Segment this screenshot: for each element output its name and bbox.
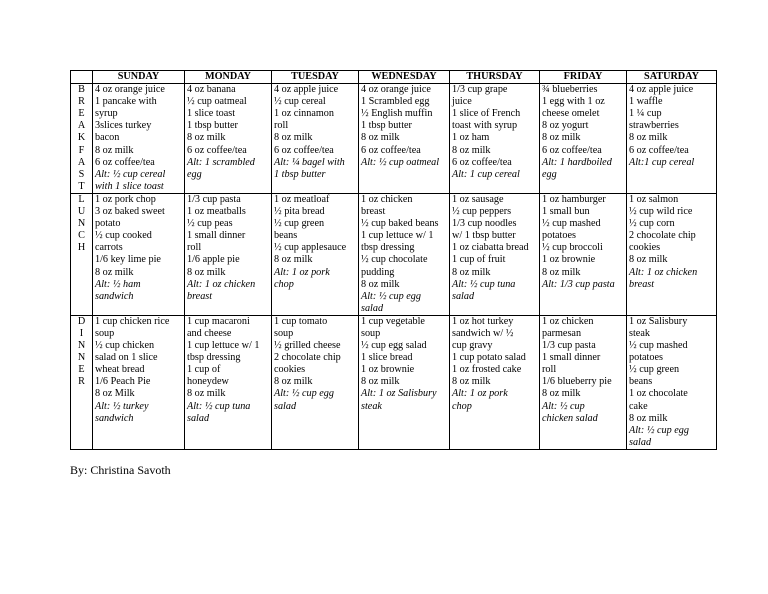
- breakfast-label-letter: K: [77, 132, 86, 144]
- menu-item: 8 oz milk: [187, 132, 226, 144]
- breakfast-wednesday-cell: [359, 84, 450, 194]
- menu-item: 1 oz meatballs: [187, 206, 246, 218]
- corner-cell: [71, 71, 93, 84]
- breakfast-friday-cell: [540, 84, 627, 194]
- alternative-item: salad: [187, 412, 210, 424]
- menu-item: 1 oz cinnamon: [274, 108, 334, 120]
- menu-item: 1 oz sausage: [452, 193, 504, 205]
- alternative-item: breast: [629, 278, 655, 290]
- menu-item: 1 cup potato salad: [452, 352, 526, 364]
- menu-item: ½ grilled cheese: [274, 340, 341, 352]
- menu-item: ½ cup oatmeal: [187, 96, 247, 108]
- lunch-label: [71, 193, 93, 315]
- day-header-saturday: SATURDAY: [627, 71, 717, 84]
- menu-item: 1 pancake with: [95, 96, 157, 108]
- menu-item: 1/6 apple pie: [187, 254, 240, 266]
- alternative-item: Alt: ½ cup egg: [274, 388, 334, 400]
- menu-item: breast: [361, 206, 386, 218]
- alternative-item: egg: [187, 168, 202, 180]
- menu-item: 1 slice bread: [361, 352, 413, 364]
- day-header-sunday: SUNDAY: [93, 71, 185, 84]
- menu-item: tbsp dressing: [361, 242, 415, 254]
- menu-item: salad on 1 slice: [95, 352, 158, 364]
- menu-item: 6 oz coffee/tea: [95, 156, 155, 168]
- menu-item: w/ 1 tbsp butter: [452, 230, 516, 242]
- menu-item: ½ cup broccoli: [542, 242, 603, 254]
- dinner-wednesday-cell: [359, 315, 450, 449]
- menu-item: juice: [452, 96, 472, 108]
- alternative-item: salad: [361, 302, 384, 314]
- menu-item: ½ cup green: [274, 218, 325, 230]
- menu-item: wheat bread: [95, 364, 145, 376]
- menu-item: 8 oz milk: [95, 266, 134, 278]
- menu-item: 1 small bun: [542, 206, 590, 218]
- alternative-item: Alt: ½ cup: [542, 400, 585, 412]
- menu-item: ½ cup egg salad: [361, 340, 427, 352]
- lunch-tuesday-cell: [272, 193, 359, 315]
- menu-item: 8 oz milk: [95, 144, 134, 156]
- alternative-item: Alt: ¼ bagel with: [274, 156, 345, 168]
- day-header-friday: FRIDAY: [540, 71, 627, 84]
- alternative-item: Alt: 1 scrambled: [187, 156, 255, 168]
- alternative-item: sandwich: [95, 290, 134, 302]
- dinner-label-letter: D: [77, 315, 86, 327]
- menu-item: 1 oz brownie: [542, 254, 596, 266]
- breakfast-saturday-cell: [627, 84, 717, 194]
- menu-item: 6 oz coffee/tea: [452, 156, 512, 168]
- menu-item: 4 oz orange juice: [95, 84, 165, 96]
- dinner-label-letter: N: [77, 340, 86, 352]
- menu-item: 8 oz milk: [274, 376, 313, 388]
- menu-item: 8 oz milk: [361, 278, 400, 290]
- menu-item: 4 oz apple juice: [629, 84, 694, 96]
- menu-item: 1 oz ham: [452, 132, 490, 144]
- dinner-label-letter: E: [78, 364, 85, 376]
- menu-item: 1 egg with 1 oz: [542, 96, 605, 108]
- menu-item: cookies: [274, 364, 306, 376]
- menu-item: 1 oz chicken: [542, 315, 594, 327]
- menu-item: 8 oz milk: [629, 132, 668, 144]
- menu-item: 1 cup vegetable: [361, 315, 425, 327]
- menu-item: 3slices turkey: [95, 120, 152, 132]
- breakfast-tuesday-cell: [272, 84, 359, 194]
- menu-item: 1 oz ciabatta bread: [452, 242, 529, 254]
- menu-item: ½ cup cereal: [274, 96, 326, 108]
- weekly-meal-table: [70, 70, 717, 450]
- menu-item: roll: [274, 120, 289, 132]
- menu-item: 1 waffle: [629, 96, 663, 108]
- menu-item: 1/3 cup noodles: [452, 218, 517, 230]
- menu-item: ½ cup applesauce: [274, 242, 347, 254]
- day-header-monday: MONDAY: [185, 71, 272, 84]
- alternative-item: Alt: 1 hardboiled: [542, 156, 612, 168]
- menu-item: ½ cup cooked: [95, 230, 152, 242]
- breakfast-label-letter: T: [78, 180, 85, 192]
- menu-item: 1 cup of: [187, 364, 221, 376]
- menu-item: ½ cup mashed: [629, 340, 688, 352]
- dinner-label-letter: R: [78, 376, 85, 388]
- menu-item: 8 oz milk: [274, 132, 313, 144]
- menu-item: 1 oz chocolate: [629, 388, 688, 400]
- menu-item: potatoes: [542, 230, 576, 242]
- alternative-item: Alt: ½ ham: [95, 278, 141, 290]
- menu-item: roll: [187, 242, 202, 254]
- menu-item: 2 chocolate chip: [629, 230, 696, 242]
- menu-item: 1 oz chicken: [361, 193, 413, 205]
- alternative-item: Alt: ½ cup cereal: [95, 168, 166, 180]
- menu-item: tbsp dressing: [187, 352, 241, 364]
- menu-item: 1 ¼ cup: [629, 108, 662, 120]
- menu-item: 1 oz pork chop: [95, 193, 156, 205]
- alternative-item: chop: [274, 278, 294, 290]
- menu-item: 8 oz milk: [187, 266, 226, 278]
- alternative-item: Alt: ½ cup egg: [361, 290, 421, 302]
- menu-item: 8 oz Milk: [95, 388, 135, 400]
- menu-item: 8 oz milk: [542, 388, 581, 400]
- dinner-monday-cell: [185, 315, 272, 449]
- lunch-thursday-cell: [450, 193, 540, 315]
- alternative-item: sandwich: [95, 412, 134, 424]
- menu-item: 1 cup macaroni: [187, 315, 250, 327]
- menu-item: ½ cup green: [629, 364, 680, 376]
- menu-item: 1 oz salmon: [629, 193, 679, 205]
- breakfast-label-letter: B: [78, 84, 85, 96]
- lunch-label-letter: H: [77, 242, 86, 254]
- menu-item: 8 oz milk: [629, 412, 668, 424]
- menu-item: 1/3 cup grape: [452, 84, 508, 96]
- menu-item: 1 cup chicken rice: [95, 315, 170, 327]
- menu-item: parmesan: [542, 327, 582, 339]
- menu-item: 8 oz milk: [452, 266, 491, 278]
- menu-item: strawberries: [629, 120, 679, 132]
- alternative-item: Alt: 1 oz Salisbury: [361, 388, 437, 400]
- menu-item: pudding: [361, 266, 395, 278]
- dinner-thursday-cell: [450, 315, 540, 449]
- alternative-item: Alt: ½ cup oatmeal: [361, 156, 440, 168]
- menu-item: soup: [274, 327, 294, 339]
- menu-item: 1/6 key lime pie: [95, 254, 161, 266]
- menu-item: 3 oz baked sweet: [95, 206, 165, 218]
- menu-item: ¾ blueberries: [542, 84, 598, 96]
- menu-item: ½ pita bread: [274, 206, 325, 218]
- dinner-label-letter: N: [77, 352, 86, 364]
- alternative-item: salad: [274, 400, 297, 412]
- menu-item: soup: [361, 327, 381, 339]
- menu-item: 1/3 cup pasta: [542, 340, 596, 352]
- lunch-wednesday-cell: [359, 193, 450, 315]
- breakfast-label-letter: F: [78, 144, 85, 156]
- menu-item: syrup: [95, 108, 118, 120]
- breakfast-label-letter: A: [77, 120, 86, 132]
- menu-item: 1/3 cup pasta: [187, 193, 241, 205]
- breakfast-thursday-cell: [450, 84, 540, 194]
- menu-item: honeydew: [187, 376, 229, 388]
- alternative-item: Alt: ½ turkey: [95, 400, 149, 412]
- menu-item: ½ English muffin: [361, 108, 433, 120]
- alternative-item: Alt: ½ cup tuna: [187, 400, 251, 412]
- menu-item: steak: [629, 327, 650, 339]
- menu-item: ½ cup baked beans: [361, 218, 439, 230]
- menu-item: 6 oz coffee/tea: [629, 144, 689, 156]
- breakfast-row: [71, 84, 717, 194]
- dinner-label: [71, 315, 93, 449]
- breakfast-sunday-cell: [93, 84, 185, 194]
- day-header-row: [71, 71, 717, 84]
- breakfast-monday-cell: [185, 84, 272, 194]
- menu-item: sandwich w/ ½: [452, 327, 514, 339]
- menu-item: 1 oz meatloaf: [274, 193, 330, 205]
- lunch-label-letter: N: [77, 218, 86, 230]
- lunch-label-letter: L: [78, 193, 85, 205]
- menu-item: 6 oz coffee/tea: [274, 144, 334, 156]
- menu-item: cheese omelet: [542, 108, 600, 120]
- alternative-item: Alt: 1 oz chicken: [187, 278, 256, 290]
- menu-item: ½ cup chocolate: [361, 254, 428, 266]
- menu-item: 1 oz frosted cake: [452, 364, 522, 376]
- menu-item: roll: [542, 364, 557, 376]
- menu-item: cake: [629, 400, 648, 412]
- menu-item: cup gravy: [452, 340, 493, 352]
- menu-item: 1 tbsp butter: [187, 120, 238, 132]
- menu-item: 4 oz banana: [187, 84, 236, 96]
- dinner-tuesday-cell: [272, 315, 359, 449]
- menu-item: 1 cup lettuce w/ 1: [361, 230, 434, 242]
- menu-item: soup: [95, 327, 115, 339]
- breakfast-label-letter: A: [77, 156, 86, 168]
- menu-item: 1/6 blueberry pie: [542, 376, 612, 388]
- menu-item: 1 cup of fruit: [452, 254, 506, 266]
- alternative-item: Alt: 1 oz pork: [274, 266, 330, 278]
- menu-item: 1 Scrambled egg: [361, 96, 430, 108]
- menu-item: 8 oz milk: [452, 376, 491, 388]
- menu-item: 6 oz coffee/tea: [187, 144, 247, 156]
- menu-item: 8 oz milk: [542, 132, 581, 144]
- alternative-item: salad: [629, 436, 652, 448]
- dinner-sunday-cell: [93, 315, 185, 449]
- menu-item: ½ cup wild rice: [629, 206, 693, 218]
- menu-item: 4 oz apple juice: [274, 84, 339, 96]
- menu-item: 4 oz orange juice: [361, 84, 431, 96]
- menu-item: 8 oz milk: [361, 376, 400, 388]
- menu-item: carrots: [95, 242, 123, 254]
- menu-item: potato: [95, 218, 121, 230]
- alternative-item: salad: [452, 290, 475, 302]
- dinner-saturday-cell: [627, 315, 717, 449]
- menu-item: potatoes: [629, 352, 663, 364]
- alternative-item: egg: [542, 168, 557, 180]
- lunch-label-letter: U: [77, 206, 86, 218]
- menu-item: 8 oz milk: [361, 132, 400, 144]
- alternative-item: steak: [361, 400, 382, 412]
- menu-item: 1 tbsp butter: [361, 120, 412, 132]
- alternative-item: chicken salad: [542, 412, 598, 424]
- menu-item: 8 oz milk: [274, 254, 313, 266]
- menu-item: 8 oz milk: [629, 254, 668, 266]
- menu-item: 8 oz milk: [452, 144, 491, 156]
- menu-item: 1/6 Peach Pie: [95, 376, 151, 388]
- menu-item: beans: [274, 230, 298, 242]
- alternative-item: breast: [187, 290, 213, 302]
- alternative-item: Alt: 1 oz pork: [452, 388, 508, 400]
- alternative-item: Alt: ½ cup tuna: [452, 278, 516, 290]
- alternative-item: 1 tbsp butter: [274, 168, 326, 180]
- alternative-item: Alt:1 cup cereal: [629, 156, 695, 168]
- breakfast-label-letter: E: [78, 108, 85, 120]
- menu-item: ½ cup mashed: [542, 218, 601, 230]
- menu-item: 1 oz hamburger: [542, 193, 606, 205]
- menu-item: and cheese: [187, 327, 232, 339]
- day-header-thursday: THURSDAY: [450, 71, 540, 84]
- menu-item: ½ cup corn: [629, 218, 675, 230]
- lunch-sunday-cell: [93, 193, 185, 315]
- menu-item: toast with syrup: [452, 120, 518, 132]
- menu-item: cookies: [629, 242, 661, 254]
- lunch-friday-cell: [540, 193, 627, 315]
- menu-item: ½ cup chicken: [95, 340, 155, 352]
- lunch-saturday-cell: [627, 193, 717, 315]
- menu-item: beans: [629, 376, 653, 388]
- menu-item: 1 oz brownie: [361, 364, 415, 376]
- breakfast-label-letter: R: [78, 96, 85, 108]
- menu-item: 1 slice of French: [452, 108, 521, 120]
- lunch-row: [71, 193, 717, 315]
- menu-item: 8 oz milk: [542, 266, 581, 278]
- menu-item: 1 small dinner: [542, 352, 601, 364]
- breakfast-label: [71, 84, 93, 194]
- menu-item: 8 oz yogurt: [542, 120, 589, 132]
- lunch-label-letter: C: [78, 230, 85, 242]
- breakfast-label-letter: S: [78, 168, 85, 180]
- day-header-tuesday: TUESDAY: [272, 71, 359, 84]
- alternative-item: Alt: 1 cup cereal: [452, 168, 520, 180]
- lunch-monday-cell: [185, 193, 272, 315]
- menu-item: ½ cup peas: [187, 218, 233, 230]
- menu-item: 1 small dinner: [187, 230, 246, 242]
- dinner-label-letter: I: [79, 327, 84, 339]
- menu-item: 1 oz Salisbury: [629, 315, 688, 327]
- alternative-item: with 1 slice toast: [95, 180, 164, 192]
- menu-item: 2 chocolate chip: [274, 352, 341, 364]
- alternative-item: Alt: ½ cup egg: [629, 424, 689, 436]
- dinner-friday-cell: [540, 315, 627, 449]
- alternative-item: Alt: 1 oz chicken: [629, 266, 698, 278]
- day-header-wednesday: WEDNESDAY: [359, 71, 450, 84]
- menu-item: 6 oz coffee/tea: [542, 144, 602, 156]
- menu-item: 1 oz hot turkey: [452, 315, 514, 327]
- alternative-item: chop: [452, 400, 472, 412]
- menu-item: ½ cup peppers: [452, 206, 512, 218]
- menu-item: 8 oz milk: [187, 388, 226, 400]
- menu-item: 1 cup tomato: [274, 315, 328, 327]
- menu-item: bacon: [95, 132, 120, 144]
- dinner-row: [71, 315, 717, 449]
- author-credit: By: Christina Savoth: [70, 463, 171, 477]
- menu-item: 1 slice toast: [187, 108, 236, 120]
- menu-item: 1 cup lettuce w/ 1: [187, 340, 260, 352]
- menu-item: 6 oz coffee/tea: [361, 144, 421, 156]
- alternative-item: Alt: 1/3 cup pasta: [542, 278, 615, 290]
